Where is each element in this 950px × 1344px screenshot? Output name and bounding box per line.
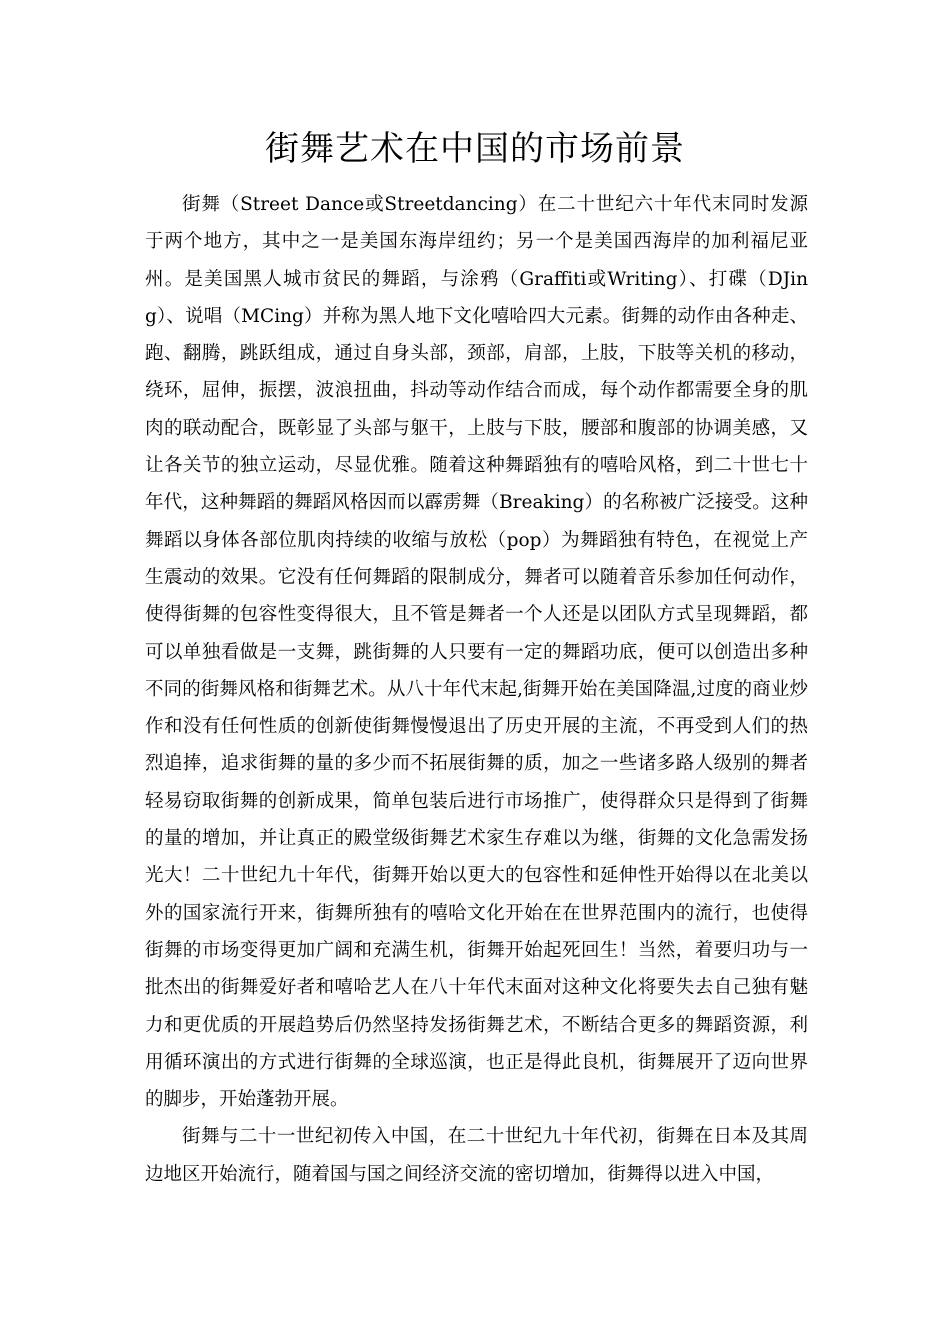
document-title: 街舞艺术在中国的市场前景 (265, 129, 685, 169)
paragraph-1: 街舞（Street Dance或Streetdancing）在二十世纪六十年代末同时发源于两个地方，其中之一是美国东海岸纽约；另一个是美国西海岸的加利福尼亚州。是美国黑人城市贫民的舞蹈，与涂鸦（Graffiti或Writing）、打碟（DJing）、说唱（MCing）并称为黑人地下文化嘻哈四大元素。街舞的动作由各种走、跑、翻腾，跳跃组成，通过自身头部，颈部，肩部，上肢，下肢等关机的移动，绕环，屈伸，振摆，波浪扭曲，抖动等动作结合而成，每个动作都需要全身的肌肉的联动配合，既彰显了头部与躯干，上肢与下肢，腰部和腹部的协调美感，又让各关节的独立运动，尽显优雅。随着这种舞蹈独有的嘻哈风格，到二十世七十年代，这种舞蹈的舞蹈风格因而以霹雳舞（Breaking）的名称被广泛接受。这种舞蹈以身体各部位肌肉持续的收缩与放松（pop）为舞蹈独有特色，在视觉上产生震动的效果。它没有任何舞蹈的限制成分，舞者可以随着音乐参加任何动作，使得街舞的包容性变得很大，且不管是舞者一个人还是以团队方式呈现舞蹈，都可以单独看做是一支舞，跳街舞的人只要有一定的舞蹈功底，便可以创造出多种不同的街舞风格和街舞艺术。从八十年代末起,街舞开始在美国降温,过度的商业炒作和没有任何性质的创新使街舞慢慢退出了历史开展的主流，不再受到人们的热烈追捧，追求街舞的量的多少而不拓展街舞的质，加之一些诸多路人级别的舞者轻易窃取街舞的创新成果，简单包装后进行市场推广，使得群众只是得到了街舞的量的增加，并让真正的殿堂级街舞艺术家生存难以为继，街舞的文化急需发扬光大！二十世纪九十年代，街舞开始以更大的包容性和延伸性开始得以在北美以外的国家流行开来，街舞所独有的嘻哈文化开始在在世界范围内的流行，也使得街舞的市场变得更加广阔和充满生机，街舞开始起死回生！当然，着要归功与一批杰出的街舞爱好者和嘻哈艺人在八十年代末面对这种文化将要失去自己独有魅力和更优质的开展趋势后仍然坚持发扬街舞艺术，不断结合更多的舞蹈资源，利用循环演出的方式进行街舞的全球巡演，也正是得此良机，街舞展开了迈向世界的脚步，开始蓬勃开展。 (145, 194, 808, 1111)
paragraph-2: 街舞与二十一世纪初传入中国，在二十世纪九十年代初，街舞在日本及其周边地区开始流行，随着国与国之间经济交流的密切增加，街舞得以进入中国， (145, 1126, 808, 1185)
document-body (145, 186, 808, 1193)
